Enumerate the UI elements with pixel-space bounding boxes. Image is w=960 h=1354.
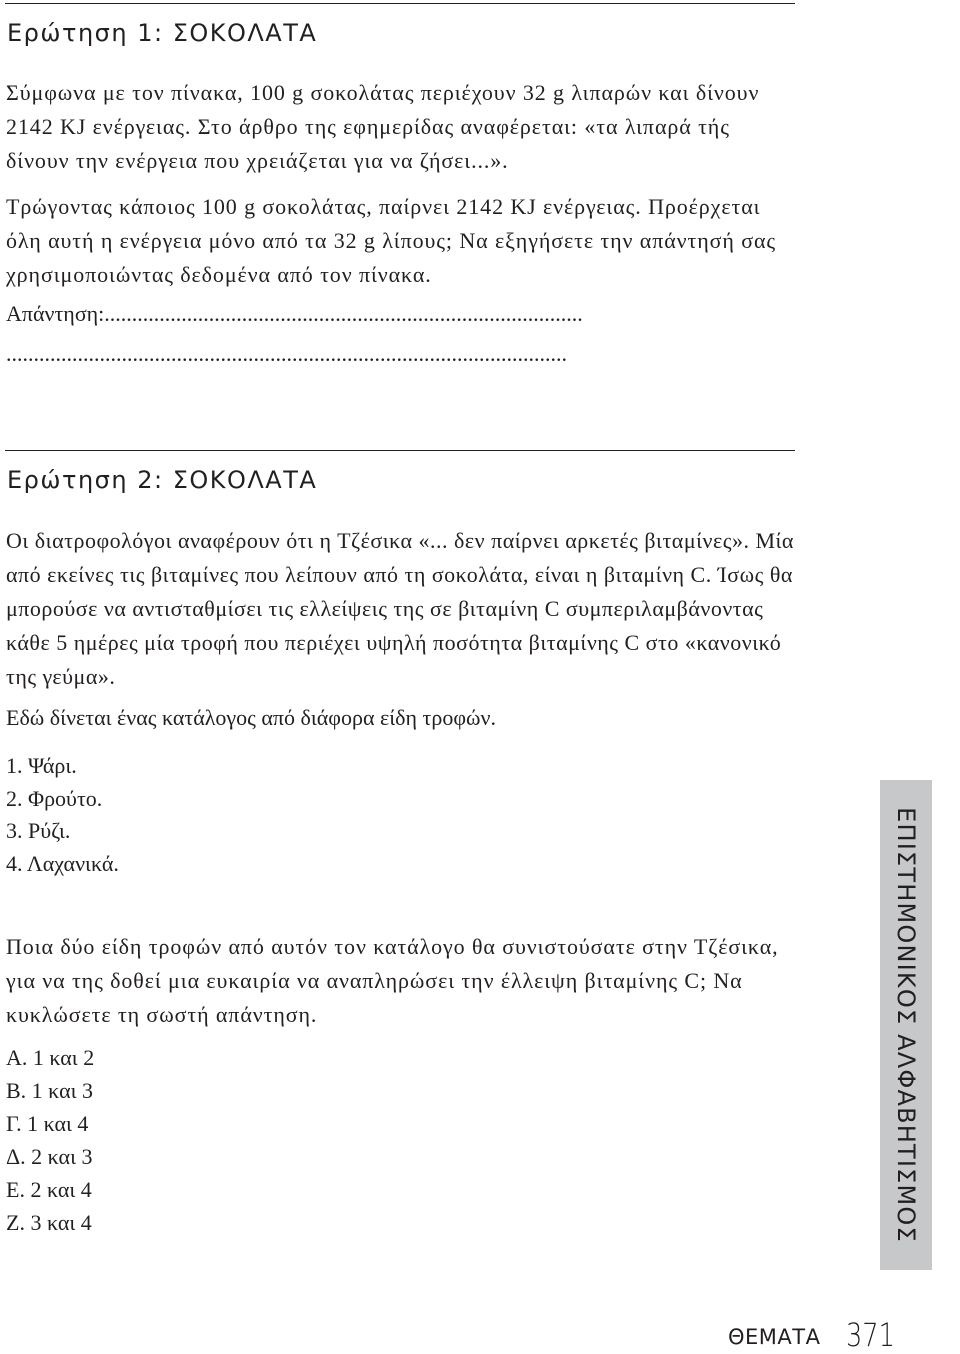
option-z[interactable]: Ζ. 3 και 4 (6, 1210, 92, 1235)
section-rule (5, 450, 795, 451)
page-number: 371 (846, 1316, 895, 1354)
question-1-paragraph-2: Τρώγοντας κάποιος 100 g σοκολάτας, παίρνει 2142 KJ ενέργειας. Προέρχεται όλη αυτή η ενέργεια μόνο από τα 32 g λίπους; Να εξηγήσετε την απάντησή σας χρησιμοποιώντας δεδομένα από τον πίνακα. (6, 194, 777, 287)
question-2-paragraph-1: Οι διατροφολόγοι αναφέρουν ότι η Τζέσικα «... δεν παίρνει αρκετές βιταμίνες». Μία από εκείνες τις βιταμίνες που λείπουν από τη σοκολάτα, είναι η βιταμίνη C. Ίσως θα μπορούσε να αντισταθμίσει τις ελλείψεις της σε βιταμίνη C συμπεριλαμβάνοντας κάθε 5 ημέρες μία τροφή που περιέχει υψηλή ποσότητα βιταμίνης C στο «κανονικό της γεύμα». (6, 528, 794, 689)
question-2-title: Ερώτηση 2: ΣΟΚΟΛΑΤΑ (7, 466, 318, 494)
top-rule (5, 3, 795, 4)
side-tab-label: ΕΠΙΣΤΗΜΟΝΙΚΟΣ ΑΛΦΑΒΗΤΙΣΜΟΣ (892, 807, 920, 1243)
question-2-prompt: Ποια δύο είδη τροφών από αυτόν τον κατάλογο θα συνιστούσατε στην Τζέσικα, για να της δοθεί μια ευκαιρία να αναπληρώσει την έλλειψη βιταμίνης C; Να κυκλώσετε τη σωστή απάντηση. (6, 934, 779, 1027)
option-b[interactable]: Β. 1 και 3 (6, 1078, 94, 1103)
footer-section-label: ΘΕΜΑΤΑ (728, 1325, 821, 1349)
answer-line: ...................................................................................................... (6, 341, 567, 366)
list-item: 1. Ψάρι. (6, 753, 77, 778)
question-1-paragraph-1: Σύμφωνα με τον πίνακα, 100 g σοκολάτας περιέχουν 32 g λιπαρών και δίνουν 2142 KJ ενέργειας. Στο άρθρο της εφημερίδας αναφέρεται: «τα λιπαρά τής δίνουν την ενέργεια που χρειάζεται για να ζήσει...». (6, 80, 760, 173)
list-item: 4. Λαχανικά. (6, 851, 119, 876)
option-a[interactable]: Α. 1 και 2 (6, 1045, 95, 1070)
list-item: 3. Ρύζι. (6, 818, 71, 843)
question-1-title: Ερώτηση 1: ΣΟΚΟΛΑΤΑ (7, 19, 318, 47)
food-list-intro: Εδώ δίνεται ένας κατάλογος από διάφορα είδη τροφών. (6, 705, 496, 730)
answer-label: Απάντηση:....................................................................................... (6, 301, 583, 326)
option-e[interactable]: Ε. 2 και 4 (6, 1177, 92, 1202)
list-item: 2. Φρούτο. (6, 786, 103, 811)
option-c[interactable]: Γ. 1 και 4 (6, 1111, 89, 1136)
option-d[interactable]: Δ. 2 και 3 (6, 1144, 93, 1169)
